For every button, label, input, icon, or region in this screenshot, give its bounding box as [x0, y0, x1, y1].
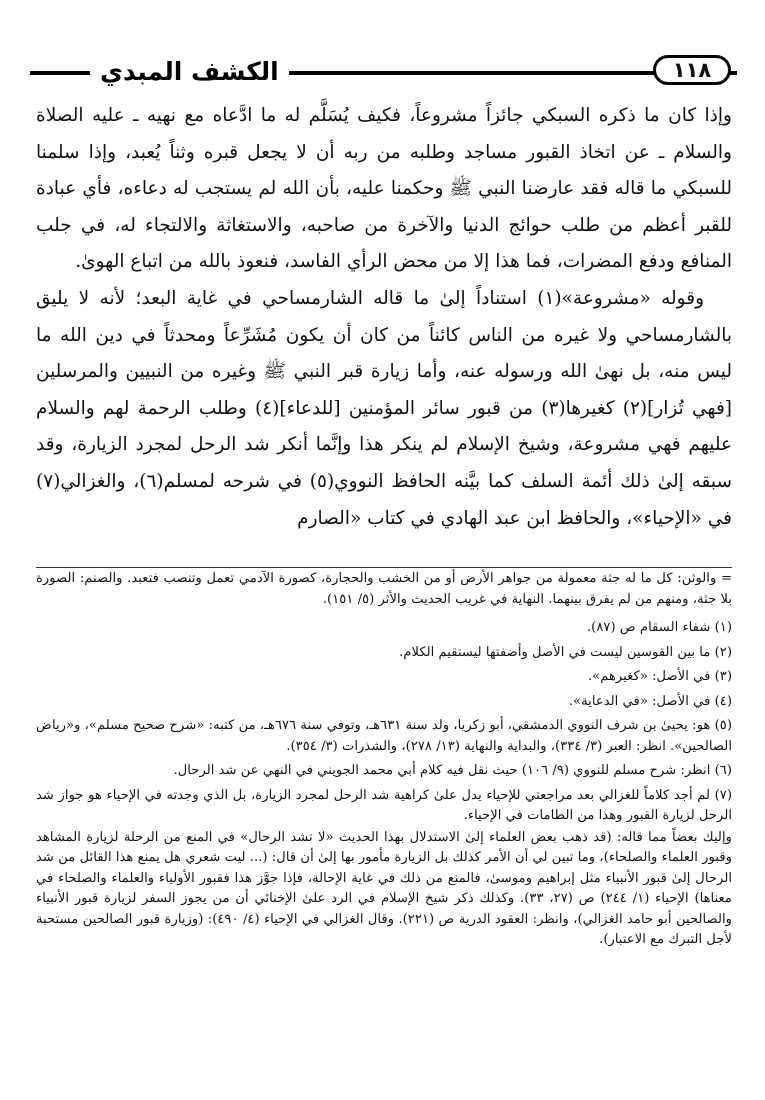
footnote-1 — [36, 618, 732, 639]
main-text — [36, 98, 732, 537]
main-paragraph-2: وقوله «مشروعة»(١) استناداً إلىٰ ما قاله الشارمساحي في غاية البعد؛ لأنه لا يليق بالشارمساحي ولا غيره من الناس كائناً من كان أن يكون مُشَرِّعاً ومحدثاً في دين الله ما ليس منه، بل نهىٰ الله ورسوله عنه، وأما زيارة قبر النبي ﷺ وغيره من النبيين والمرسلين [فهي تُزار](٢) كغيرها(٣) من قبور سائر المؤمنين [للدعاء](٤) وطلب الرحمة لهم والسلام عليهم فهي مشروعة، وشيخ الإسلام لم ينكر هذا وإنَّما أنكر شد الرحل لمجرد الزيارة، وقد سبقه إلىٰ ذلك أئمة السلف كما بيَّنه الحافظ النووي(٥) في شرحه لمسلم(٦)، والغزالي(٧) في «الإحياء»، والحافظ ابن عبد الهادي في كتاب «الصارم — [36, 287, 732, 529]
footnote-2 — [36, 643, 732, 664]
page-number-badge: ١١٨ — [653, 55, 731, 85]
footnote-text: انظر: شرح مسلم للنووي (٩/ ١٠٦) حيث نقل فيه كلام أبي محمد الجويني في النهي عن شد الرحال. — [173, 763, 711, 778]
footnote-text: هو: يحيىٰ بن شرف النووي الدمشقي، أبو زكريا، ولد سنة ٦٣١هـ، وتوفي سنة ٦٧٦هـ، من كتبه: «شرح صحيح مسلم»، و«رياض الصالحين». انظر: العبر (٣/ ٣٣٤)، والبداية والنهاية (١٣/ ٢٧٨)، والشذرات (٣/ ٣٥٤). — [36, 718, 732, 754]
footnote-number: (٦) — [714, 763, 732, 778]
footnote-number: (٥) — [714, 718, 732, 733]
main-paragraph-1: وإذا كان ما ذكره السبكي جائزاً مشروعاً، فكيف يُسَلَّم له ما ادَّعاه مع نهيه ـ عليه الصلاة والسلام ـ عن اتخاذ القبور مساجد وطلبه من ربه أن لا يجعل قبره وثناً يُعبد، وإذا سلمنا للسبكي ما قاله فقد عارضنا النبي ﷺ وحكمنا عليه، بأن الله لم يستجب له دعاءه، فأي عبادة للقبر أعظم من طلب حوائج الدنيا والآخرة من صاحبه، والاستغاثة والالتجاء له، في جلب المنافع ودفع المضرات، فما هذا إلا من محض الرأي الفاسد، فنعوذ بالله من اتباع الهوىٰ. — [36, 105, 732, 273]
footnotes-section — [36, 569, 732, 955]
book-title: الكشف المبدي — [90, 56, 289, 88]
footnote-text: في الأصل: «كغيرهم». — [587, 669, 711, 684]
footnote-number: (٢) — [714, 644, 732, 660]
footnote-text: شفاء السقام ص (٨٧). — [586, 620, 711, 635]
footnote-text: ما بين القوسين ليست في الأصل وأضفتها ليستقيم الكلام. — [399, 644, 711, 660]
footnote-number: (٣) — [714, 669, 732, 684]
footnote-number: (١) — [714, 620, 732, 635]
footnote-4 — [36, 692, 732, 713]
footnote-text: لم أجد كلاماً للغزالي بعد مراجعتي للإحياء يدل علىٰ كراهية شد الرحل لمجرد الزيارة، بل الذي وجدته في الإحياء هو جواز شد الرحل لزيارة القبور وهذا من الطامات في الإحياء. — [36, 787, 732, 823]
footnote-number: (٧) — [714, 787, 732, 803]
footnote-continuation: = والوثن: كل ما له جثة معمولة من جواهر الأرض أو من الخشب والحجارة، كصورة الآدمي تعمل وتنصب فتعبد. والصنم: الصورة بلا جثة، ومنهم من لم يفرق بينهما. النهاية في غريب الحديث والأثر (٥/ ١٥١). — [36, 571, 732, 607]
footnote-3 — [36, 667, 732, 688]
footnote-number: (٤) — [714, 693, 732, 709]
footnote-6 — [36, 761, 732, 782]
footnote-separator — [36, 567, 732, 568]
footnote-7 — [36, 786, 732, 827]
footnote-5 — [36, 716, 732, 757]
footnote-text: في الأصل: «في الدعاية». — [568, 693, 711, 709]
page-header — [30, 52, 737, 92]
footnote-7-quotation: وإليك بعضاً مما قاله: (قد ذهب بعض العلماء إلىٰ الاستدلال بهذا الحديث «لا تشد الرحال» في المنع من الرحلة لزيارة المشاهد وقبور العلماء والصلحاء)، وما تبين لي أن الأمر كذلك بل الزيارة مأمور بها إلىٰ أن قال: (... ليت شعري هل يمنع هذا القائل من شد الرحال إلىٰ قبور الأنبياء مثل إبراهيم وموسىٰ، فالمنع من ذلك في غاية الإحالة، فإذا جوَّز هذا فقبور الأولياء والعلماء والصلحاء في معناها) الإحياء (١/ ٢٤٤) ص (٢٧، ٣٣). وكذلك ذكر شيخ الإسلام في الرد علىٰ الإخنائي أن من يجوز السفر لزيارة قبور الأنبياء والصالحين أبو حامد الغزالي)، وانظر: العقود الدرية ص (٢٢١). وقال الغزالي في الإحياء (٤/ ٤٩٠): (وزيارة قبور الصالحين مستحبة لأجل التبرك مع الاعتبار). — [36, 829, 732, 947]
